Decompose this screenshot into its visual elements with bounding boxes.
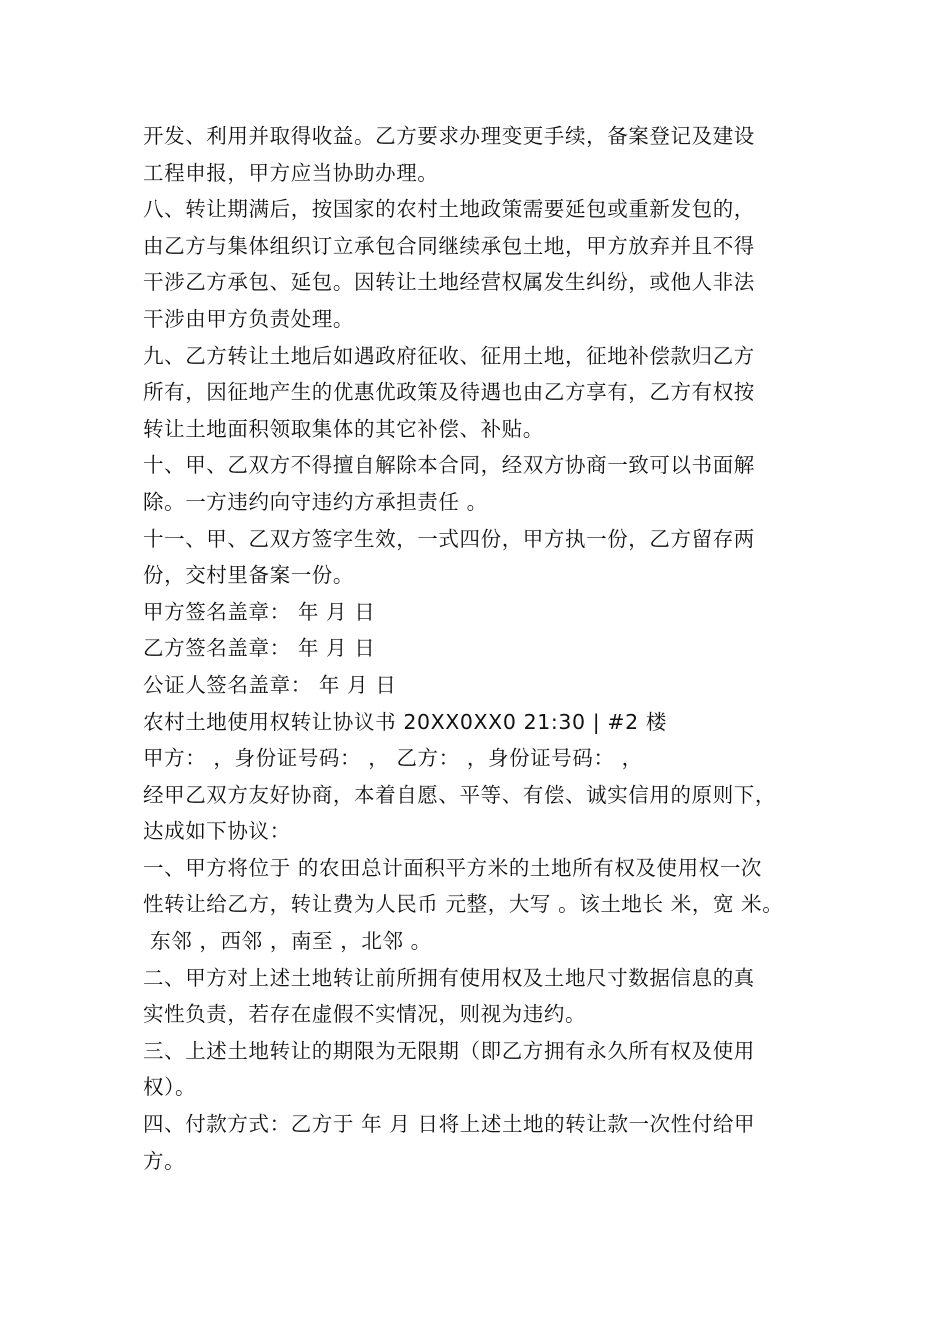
text-line: 转让土地面积领取集体的其它补偿、补贴。 [143, 416, 544, 441]
text-line: 八、转让期满后，按国家的农村土地政策需要延包或重新发包的， [143, 197, 755, 222]
text-line: 方。 [143, 1148, 186, 1173]
text-line: 实性负责，若存在虚假不实情况，则视为违约。 [143, 1002, 587, 1027]
text-line: 除。一方违约向守违约方承担责任 。 [143, 489, 488, 514]
text-line: 权）。 [143, 1075, 197, 1100]
text-line: 开发、利用并取得收益。乙方要求办理变更手续，备案登记及建设 [143, 124, 755, 148]
text-line: 干涉由甲方负责处理。 [143, 306, 354, 331]
text-line: 工程申报，甲方应当协助办理。 [143, 160, 439, 185]
text-line: 东邻 ，西邻 ，南至 ，北邻 。 [143, 929, 432, 954]
text-line: 十一、甲、乙双方签字生效，一式四份，甲方执一份，乙方留存两 [143, 526, 755, 551]
text-line: 三、上述土地转让的期限为无限期（即乙方拥有永久所有权及使用 [143, 1038, 755, 1063]
text-line: 由乙方与集体组织订立承包合同继续承包土地，甲方放弃并且不得 [143, 233, 755, 258]
text-line: 性转让给乙方，转让费为人民币 元整，大写 。该土地长 米，宽 米。 [143, 892, 784, 917]
text-line: 经甲乙双方友好协商，本着自愿、平等、有偿、诚实信用的原则下， [143, 782, 776, 807]
text-line: 达成如下协议： [143, 819, 291, 844]
text-line: 份，交村里备案一份。 [143, 563, 354, 588]
document-title-line: 农村土地使用权转让协议书 20XX0XX0 21:30 | #2 楼 [143, 709, 668, 734]
text-line: 四、付款方式：乙方于 年 月 日将上述土地的转让款一次性付给甲 [143, 1112, 756, 1137]
signature-line-party-b: 乙方签名盖章： 年 月 日 [143, 636, 376, 661]
text-line: 二、甲方对上述土地转让前所拥有使用权及土地尺寸数据信息的真 [143, 965, 755, 990]
text-line: 九、乙方转让土地后如遇政府征收、征用土地，征地补偿款归乙方 [143, 343, 755, 368]
signature-line-notary: 公证人签名盖章： 年 月 日 [143, 672, 397, 697]
text-line: 一、甲方将位于 的农田总计面积平方米的土地所有权及使用权一次 [143, 855, 763, 880]
text-line: 干涉乙方承包、延包。因转让土地经营权属发生纠纷，或他人非法 [143, 270, 755, 295]
signature-line-party-a: 甲方签名盖章： 年 月 日 [143, 599, 376, 624]
text-line: 十、甲、乙双方不得擅自解除本合同，经双方协商一致可以书面解 [143, 453, 755, 478]
text-line: 所有，因征地产生的优惠优政策及待遇也由乙方享有，乙方有权按 [143, 380, 755, 405]
document-body [143, 118, 833, 1179]
text-line: 甲方： ，身份证号码： ， 乙方： ，身份证号码： ， [143, 746, 643, 771]
